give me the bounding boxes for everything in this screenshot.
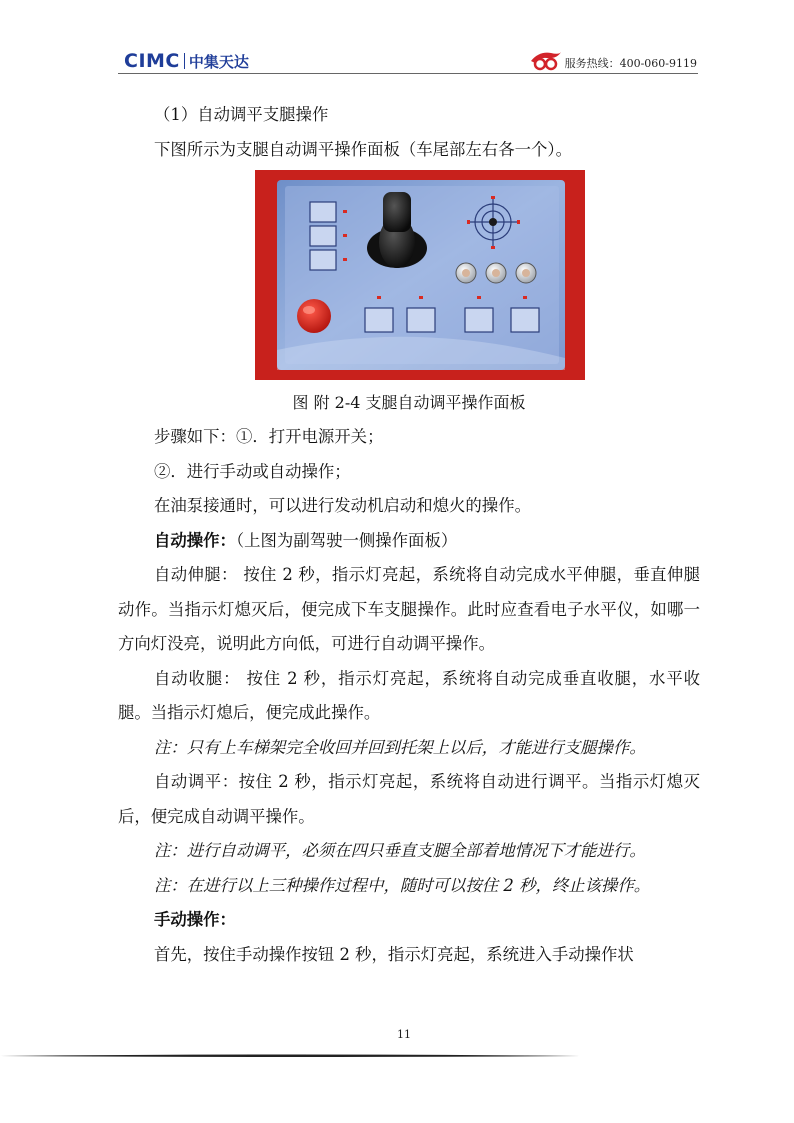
logo-text-en: CIMC (124, 50, 180, 72)
logo-divider (184, 53, 185, 69)
auto-level-paragraph: 自动调平：按住 2 秒，指示灯亮起，系统将自动进行调平。当指示灯熄灭后，便完成自动调平操作。 (118, 772, 700, 826)
service-hotline (529, 49, 697, 71)
section-heading: （1）自动调平支腿操作 (154, 105, 329, 124)
control-panel-photo (255, 170, 585, 380)
intro-paragraph: 下图所示为支腿自动调平操作面板（车尾部左右各一个）。 (154, 139, 572, 159)
auto-retract-paragraph: 自动收腿： 按住 2 秒，指示灯亮起，系统将自动完成垂直收腿，水平收腿。当指示灯熄后，便完成此操作。 (118, 668, 700, 722)
service-logo-icon (529, 49, 563, 71)
manual-first-paragraph: 首先，按住手动操作按钮 2 秒，指示灯亮起，系统进入手动操作状 (154, 944, 634, 964)
footer-rule (0, 1052, 794, 1060)
steps-line-1: 步骤如下：①．打开电源开关； (154, 427, 384, 446)
note-1: 注：只有上车梯架完全收回并回到托架上以后，才能进行支腿操作。 (154, 737, 646, 757)
figure-caption: 图 附 2-4 支腿自动调平操作面板 (292, 393, 526, 412)
hotline-text: 服务热线：400-060-9119 (564, 57, 697, 70)
auto-heading-label: 自动操作： (154, 530, 236, 550)
page-header (0, 0, 794, 80)
note-2: 注：进行自动调平，必须在四只垂直支腿全部着地情况下才能进行。 (154, 841, 646, 860)
auto-heading-note: （上图为副驾驶一侧操作面板） (235, 530, 458, 550)
cimc-logo (124, 50, 249, 72)
header-rule (118, 73, 698, 74)
auto-extend-paragraph: 自动伸腿： 按住 2 秒，指示灯亮起，系统将自动完成水平伸腿，垂直伸腿动作。当指示灯熄灭后，便完成下车支腿操作。此时应查看电子水平仪，如哪一方向灯没亮，说明此方向低，可进行自动调平操作。 (118, 565, 700, 653)
manual-operation-heading: 手动操作： (154, 910, 236, 929)
pump-paragraph: 在油泵接通时，可以进行发动机启动和熄火的操作。 (154, 496, 531, 515)
page-number: 11 (397, 1028, 411, 1041)
steps-line-2: ②．进行手动或自动操作； (154, 461, 351, 481)
auto-operation-heading (118, 524, 700, 559)
page-content (118, 98, 700, 972)
note-3: 注：在进行以上三种操作过程中，随时可以按住 2 秒，终止该操作。 (154, 875, 651, 895)
logo-text-cn: 中集天达 (188, 52, 249, 71)
